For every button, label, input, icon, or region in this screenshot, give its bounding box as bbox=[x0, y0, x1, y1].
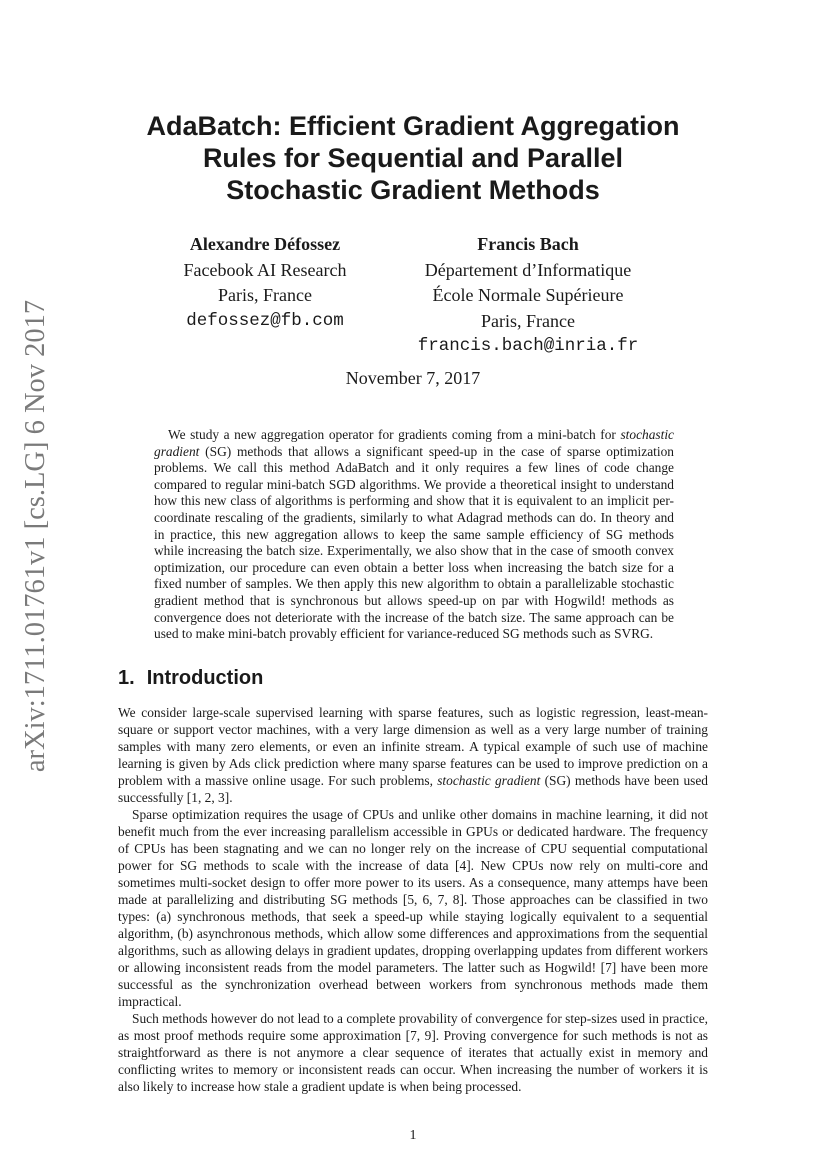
paragraph-text: (SG) methods have been used successfully [1, 2, 3]. bbox=[118, 773, 709, 805]
author-block-bach bbox=[390, 232, 666, 360]
author-block-defossez bbox=[160, 232, 370, 334]
author-name: Francis Bach bbox=[477, 234, 579, 254]
section-number: 1. bbox=[118, 667, 135, 689]
paragraph-emphasis: stochastic gradient bbox=[437, 773, 541, 788]
author-name: Alexandre Défossez bbox=[189, 234, 341, 254]
abstract bbox=[154, 427, 674, 643]
abstract-text-2: (SG) methods that allows a significant speed-up in the case of sparse optimization problems. We call this method AdaBatch and it only requires a few lines of code change compared to regular mini-batch SGD algorithms. We provide a theoretical insight to understand how this new class of algorithms is performing and show that it is equivalent to an implicit per-coordinate rescaling of the gradients, similarly to what Adagrad methods can do. In theory and in practice, this new aggregation allows to keep the same sample efficiency of SG methods while increasing the batch size. Experimentally, we also show that in the case of smooth convex optimization, our procedure can even obtain a better loss when increasing the batch size for a fixed number of samples. We then apply this new algorithm to obtain a parallelizable stochastic gradient method that is synchronous but allows speed-up on par with Hogwild! methods as convergence does not deteriorate with the increase of the batch size. The same approach can be used to make mini-batch provably efficient for variance-reduced SG methods such as SVRG. bbox=[154, 443, 674, 642]
author-institution: École Normale Supérieure bbox=[432, 285, 624, 305]
paragraph-2: Sparse optimization requires the usage of CPUs and unlike other domains in machine learning, it did not benefit much from the ever increasing parallelism accessible in GPUs or dedicated hardware. The frequency of CPUs has been stagnating and we can no longer rely on the increase of CPU sequential computational power for SG methods to scale with the increase of data [4]. New CPUs now rely on multi-core and sometimes multi-socket design to offer more power to its users. As a consequence, many attemps have been made at parallelizing and distributing SG methods [5, 6, 7, 8]. Those approaches can be classified in two types: (a) synchronous methods, that seek a speed-up while staying logically equivalent to a sequential algorithm, (b) asynchronous methods, which allow some differences and approximations from the sequential algorithms, such as allowing delays in gradient updates, dropping overlapping updates from different workers or allowing inconsistent reads from the model parameters. The latter such as Hogwild! [7] have been more successful as the synchronization overhead between workers from synchronous methods made them impractical. bbox=[118, 807, 708, 1009]
paper-title bbox=[120, 110, 706, 206]
abstract-text-1: We study a new aggregation operator for gradients coming from a mini-batch for bbox=[168, 427, 621, 442]
author-affiliation: Facebook AI Research bbox=[183, 259, 347, 280]
arxiv-stamp-text: arXiv:1711.01761v1 [cs.LG] 6 Nov 2017 bbox=[20, 299, 51, 773]
introduction-body bbox=[118, 704, 708, 1095]
author-location: Paris, France bbox=[481, 310, 575, 331]
paragraph-3: Such methods however do not lead to a complete provability of convergence for step-sizes used in practice, as most proof methods require some approximation [7, 9]. Proving convergence for such methods is not as straightforward as there is not anymore a clear sequence of iterates that actually exist in memory and conflicting writes to memory or inconsistent reads can occur. When increasing the number of workers it is also likely to increase how stale a gradient update is when being processed. bbox=[118, 1011, 708, 1094]
abstract-emphasis: stochastic gradient bbox=[154, 427, 674, 459]
paper-date: November 7, 2017 bbox=[345, 368, 481, 388]
title-line-2: Rules for Sequential and Parallel bbox=[202, 143, 624, 173]
author-affiliation: Département d’Informatique bbox=[424, 259, 632, 280]
arxiv-stamp bbox=[16, 299, 56, 773]
title-line-1: AdaBatch: Efficient Gradient Aggregation bbox=[146, 111, 680, 141]
paragraph-1 bbox=[118, 704, 708, 806]
section-title: Introduction bbox=[146, 667, 264, 689]
section-heading-introduction bbox=[118, 667, 263, 690]
author-email: defossez@fb.com bbox=[186, 310, 344, 331]
title-line-3: Stochastic Gradient Methods bbox=[226, 175, 600, 205]
author-location: Paris, France bbox=[218, 285, 312, 305]
author-email: francis.bach@inria.fr bbox=[417, 336, 639, 356]
page-number: 1 bbox=[409, 1128, 417, 1143]
paragraph-text: We consider large-scale supervised learning with sparse features, such as logistic regression, least-mean-square or support vector machines, with a very large dimension as well as a very large number of training samples with many zero elements, or even an infinite stream. A typical example of such use of machine learning is given by Ads click prediction where many sparse features can be used to improve prediction on a problem with a massive online usage. For such problems, bbox=[118, 705, 708, 788]
